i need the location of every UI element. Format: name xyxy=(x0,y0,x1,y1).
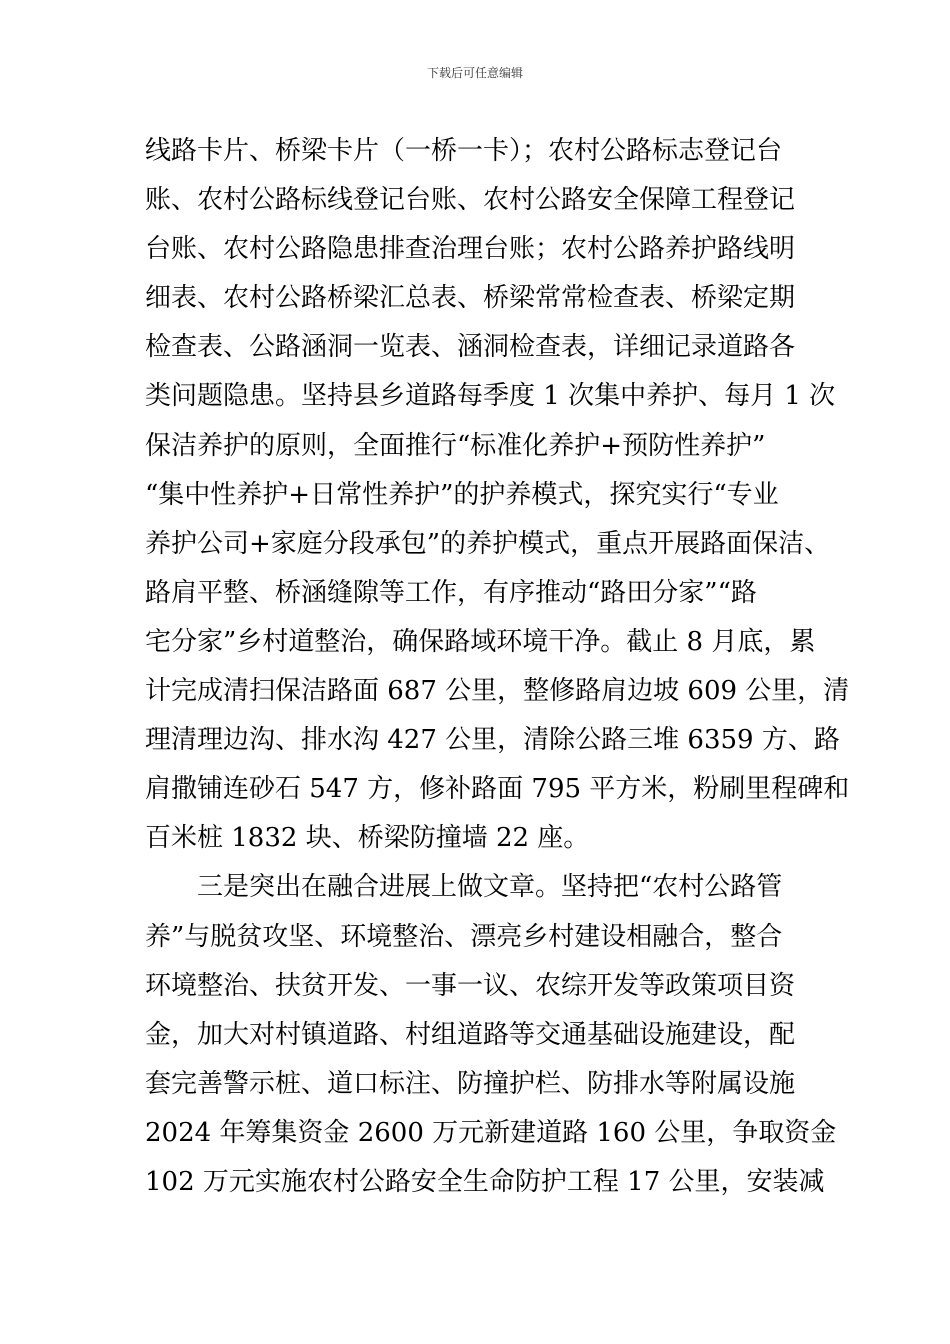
page-header: 下载后可任意编辑 xyxy=(426,66,523,80)
text-line: 宅分家”乡村道整治，确保路域环境干净。截止 8 月底，累 xyxy=(145,626,816,657)
text-line: 账、农村公路标线登记台账、农村公路安全保障工程登记 xyxy=(145,185,796,216)
text-line: 类问题隐患。坚持县乡道路每季度 1 次集中养护、每月 1 次 xyxy=(145,381,836,412)
text-line: 环境整治、扶贫开发、一事一议、农综开发等政策项目资 xyxy=(145,970,796,1001)
text-line: 台账、农村公路隐患排查治理台账；农村公路养护路线明 xyxy=(145,234,796,265)
text-line: 细表、农村公路桥梁汇总表、桥梁常常检查表、桥梁定期 xyxy=(145,283,796,314)
text-line: 检查表、公路涵洞一览表、涵洞检查表，详细记录道路各 xyxy=(145,332,796,363)
text-line: 2024 年筹集资金 2600 万元新建道路 160 公里，争取资金 xyxy=(145,1117,837,1148)
text-line: 养护公司+家庭分段承包”的养护模式，重点开展路面保洁、 xyxy=(145,528,831,559)
text-line: “集中性养护+日常性养护”的护养模式，探究实行“专业 xyxy=(145,479,779,510)
text-line: 百米桩 1832 块、桥梁防撞墙 22 座。 xyxy=(145,823,590,854)
text-line: 套完善警示桩、道口标注、防撞护栏、防排水等附属设施 xyxy=(145,1068,796,1099)
text-line: 计完成清扫保洁路面 687 公里，整修路肩边坡 609 公里，清 xyxy=(145,676,850,707)
paragraph-2 xyxy=(145,863,845,1207)
text-line: 养”与脱贫攻坚、环境整治、漂亮乡村建设相融合，整合 xyxy=(145,921,783,952)
text-line: 保洁养护的原则，全面推行“标准化养护+预防性养护” xyxy=(145,430,766,461)
text-line: 102 万元实施农村公路安全生命防护工程 17 公里，安装减 xyxy=(145,1166,825,1197)
text-line: 三是突出在融合进展上做文章。坚持把“农村公路管 xyxy=(197,872,783,903)
text-line: 肩撒铺连砂石 547 方，修补路面 795 平方米，粉刷里程碑和 xyxy=(145,774,850,805)
text-line: 金，加大对村镇道路、村组道路等交通基础设施建设，配 xyxy=(145,1019,796,1050)
text-line: 线路卡片、桥梁卡片（一桥一卡）；农村公路标志登记台 xyxy=(145,136,783,166)
text-line: 路肩平整、桥涵缝隙等工作，有序推动“路田分家”“路 xyxy=(145,577,757,608)
paragraph-1 xyxy=(145,127,850,863)
document-body xyxy=(145,127,850,1207)
text-line: 理清理边沟、排水沟 427 公里，清除公路三堆 6359 方、路 xyxy=(145,725,840,756)
